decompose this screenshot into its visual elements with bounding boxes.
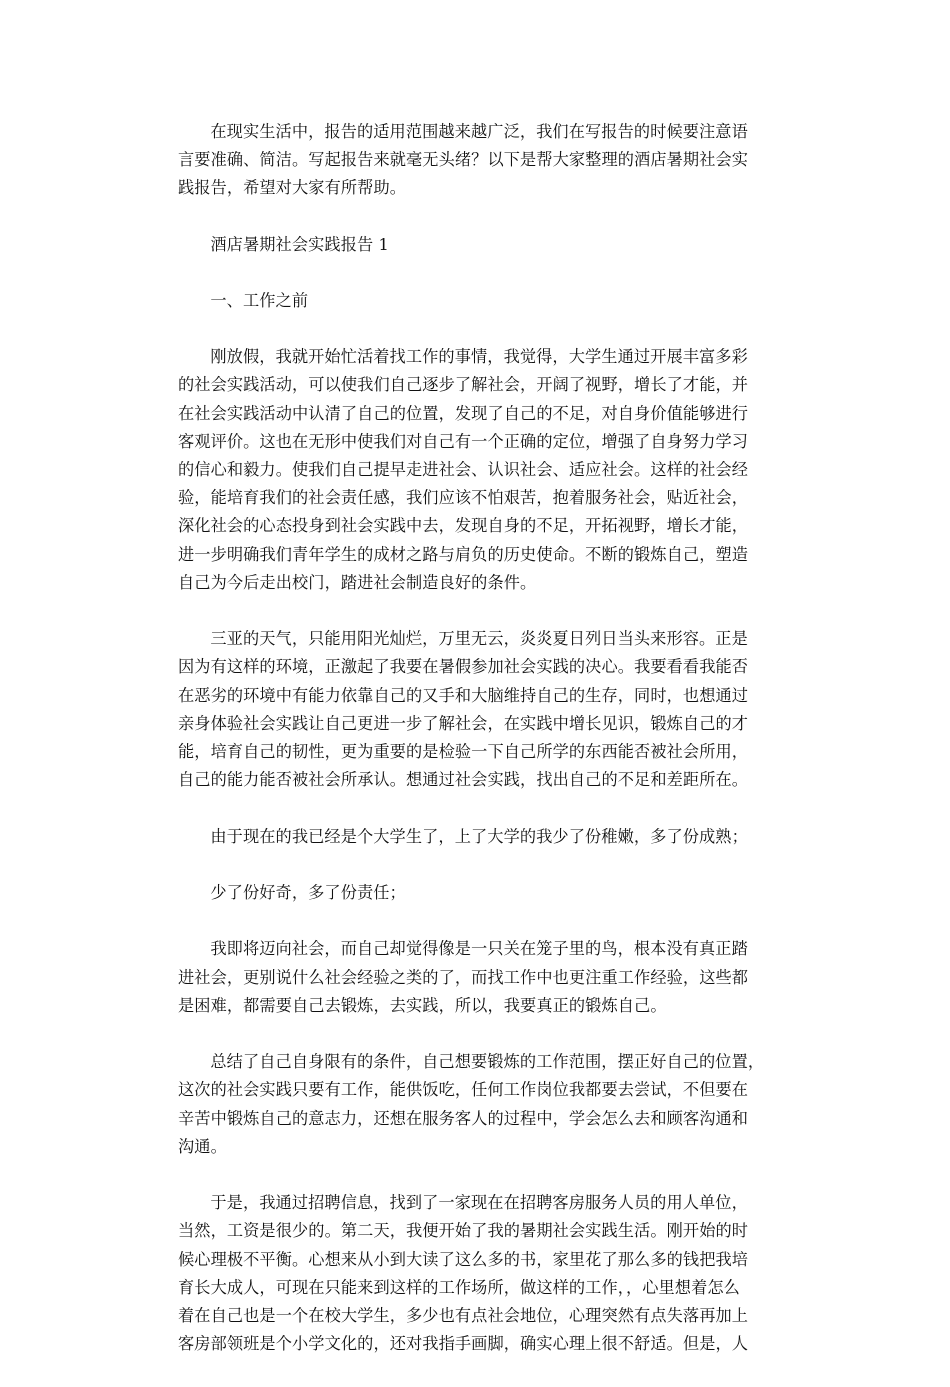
body-paragraph: 我即将迈向社会，而自己却觉得像是一只关在笼子里的鸟，根本没有真正踏 进社会，更别说什么社会经验之类的了，而找工作中也更注重工作经验，这些都 是困难，都需要自己去锻炼，去实践，所以，我要真正的锻炼自己。 [178, 939, 749, 1015]
section-heading: 一、工作之前 [210, 291, 309, 310]
body-paragraph: 于是，我通过招聘信息，找到了一家现在在招聘客房服务人员的用人单位， 当然，工资是很少的。第二天，我便开始了我的暑期社会实践生活。刚开始的时 候心理极不平衡。心想来从小到大读了这么多的书，家里花了那么多的钱把我培 育长大成人，可现在只能来到这样的工作场所，做这样的工作，，心里想着怎么 着在自己也是一个在校大学生，多少也有点社会地位，心理突然有点失落再加上 客房部领班是个小学文化的，还对我指手画脚，确实心理上很不舒适。但是，人 [178, 1193, 749, 1354]
body-paragraph: 刚放假，我就开始忙活着找工作的事情，我觉得，大学生通过开展丰富多彩 的社会实践活动，可以使我们自己逐步了解社会，开阔了视野，增长了才能，并 在社会实践活动中认清了自己的位置，发现了自己的不足，对自身价值能够进行 客观评价。这也在无形中使我们对自己有一个正确的定位，增强了自身努力学习 的信心和毅力。使我们自己提早走进社会、认识社会、适应社会。这样的社会经 验，能培育我们的社会责任感，我们应该不怕艰苦，抱着服务社会，贴近社会， 深化社会的心态投身到社会实践中去，发现自身的不足，开拓视野，增长才能， 进一步明确我们青年学生的成材之路与肩负的历史使命。不断的锻炼自己，塑造 自己为今后走出校门，踏进社会制造良好的条件。 [178, 347, 749, 592]
body-paragraph: 由于现在的我已经是个大学生了，上了大学的我少了份稚嫩，多了份成熟； [210, 826, 748, 846]
document-body [178, 118, 772, 1387]
body-paragraph: 少了份好奇，多了份责任； [210, 883, 406, 903]
intro-paragraph: 在现实生活中，报告的适用范围越来越广泛，我们在写报告的时候要注意语 言要准确、简洁。写起报告来就毫无头绪？以下是帮大家整理的酒店暑期社会实 践报告，希望对大家有所帮助。 [178, 122, 749, 198]
body-paragraph: 总结了自己自身限有的条件，自己想要锻炼的工作范围，摆正好自己的位置， 这次的社会实践只要有工作，能供饭吃，任何工作岗位我都要去尝试，不但要在 辛苦中锻炼自己的意志力，还想在服务客人的过程中，学会怎么去和顾客沟通和 沟通。 [178, 1052, 765, 1156]
body-paragraph: 三亚的天气，只能用阳光灿烂，万里无云，炎炎夏日列日当头来形容。正是 因为有这样的环境，正激起了我要在暑假参加社会实践的决心。我要看看我能否 在恶劣的环境中有能力依靠自己的又手和大脑维持自己的生存，同时，也想通过 亲身体验社会实践让自己更进一步了解社会，在实践中增长见识，锻炼自己的才 能，培育自己的韧性，更为重要的是检验一下自己所学的东西能否被社会所用， 自己的能力能否被社会所承认。想通过社会实践，找出自己的不足和差距所在。 [178, 629, 749, 790]
report-title: 酒店暑期社会实践报告 1 [210, 234, 389, 254]
